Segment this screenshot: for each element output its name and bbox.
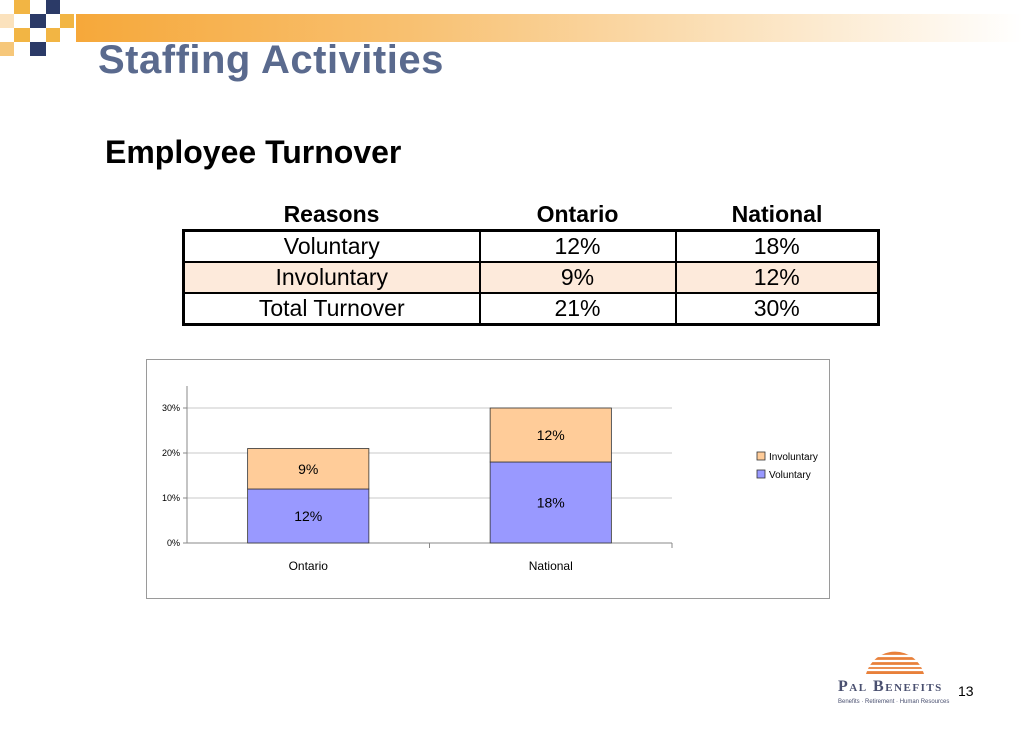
header-reasons: Reasons xyxy=(283,201,380,227)
x-category-label: National xyxy=(528,559,573,573)
table-cell: 30% xyxy=(676,293,879,325)
table-cell: Total Turnover xyxy=(184,293,480,325)
data-label: 12% xyxy=(294,508,323,524)
logo-tagline: Benefits · Retirement · Human Resources xyxy=(838,699,950,705)
table-cell: Voluntary xyxy=(184,231,480,263)
table-row xyxy=(184,293,879,325)
legend-swatch xyxy=(757,470,765,478)
x-category-label: Ontario xyxy=(288,559,328,573)
table-cell: 12% xyxy=(676,262,879,293)
table-row xyxy=(184,231,879,263)
data-label: 9% xyxy=(298,460,319,477)
turnover-table xyxy=(182,200,880,326)
table-cell: 12% xyxy=(480,231,676,263)
section-subtitle: Employee Turnover xyxy=(105,134,402,170)
legend-entry: Voluntary xyxy=(769,470,811,481)
chart-svg xyxy=(147,360,829,598)
table-cell: Involuntary xyxy=(184,262,480,293)
y-tick-label: 20% xyxy=(161,448,180,458)
y-tick-label: 10% xyxy=(161,493,180,503)
legend-swatch xyxy=(757,452,765,460)
page-number: 13 xyxy=(958,683,974,699)
data-label: 18% xyxy=(536,494,565,511)
table-header-row xyxy=(184,200,879,231)
table-cell: 9% xyxy=(480,262,676,293)
table-row xyxy=(184,262,879,293)
table-cell: 18% xyxy=(676,231,879,263)
header-ontario: Ontario xyxy=(536,201,619,227)
slide-title: Staffing Activities xyxy=(98,38,444,82)
turnover-chart xyxy=(146,359,830,599)
data-label: 12% xyxy=(536,427,565,443)
y-tick-label: 0% xyxy=(166,538,180,548)
y-tick-label: 30% xyxy=(161,403,180,413)
header-national: National xyxy=(731,201,823,227)
checker-decoration xyxy=(0,0,90,60)
logo-name: Pal Benefits xyxy=(838,678,943,695)
table-cell: 21% xyxy=(480,293,676,325)
legend-entry: Involuntary xyxy=(769,452,818,463)
